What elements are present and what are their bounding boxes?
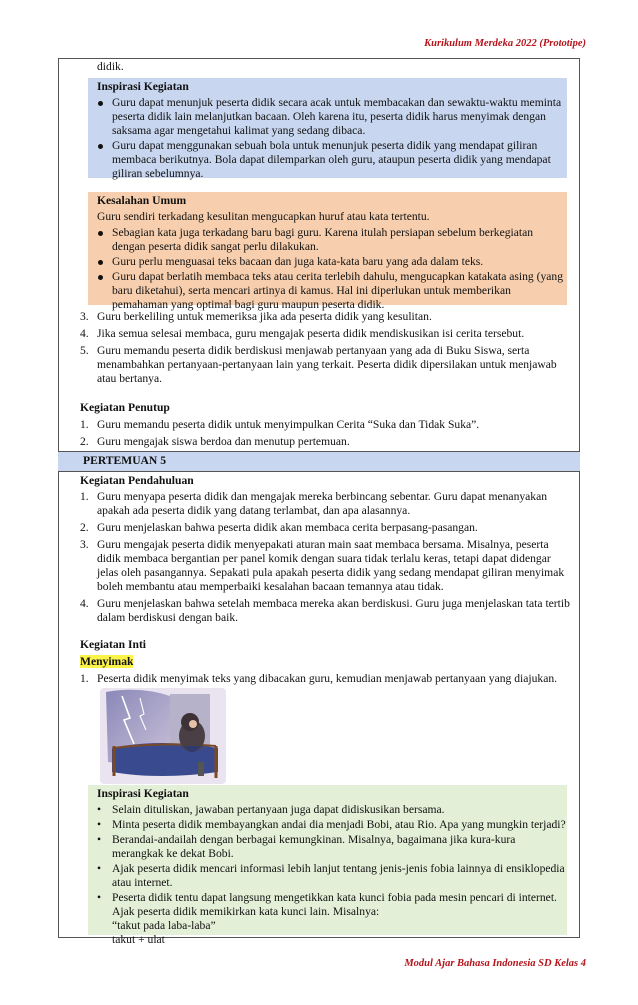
step-text: boleh membantu atau memperbaiki kesalahan bacaan temannya atau tidak. bbox=[97, 580, 444, 593]
step-text: menambahkan pertanyaan-pertanyaan lain yang terkait. Peserta didik dipersilakan untuk menjawab bbox=[97, 358, 557, 371]
bullet-icon: • bbox=[97, 862, 102, 875]
step-number: 4. bbox=[80, 327, 89, 340]
list-item-line: pemahaman yang optimal bagi guru maupun peserta didik. bbox=[112, 298, 385, 311]
list-item-line: Selain dituliskan, jawaban pertanyaan juga dapat didiskusikan bersama. bbox=[112, 803, 445, 816]
list-item-line: “takut pada laba-laba” bbox=[112, 919, 216, 932]
step-text: Guru mengajak peserta didik menyepakati aturan main saat membaca bersama. Misalnya, peserta bbox=[97, 538, 549, 551]
list-item-line: membaca berikutnya. Bola dapat dilemparkan oleh guru, ataupun peserta didik yang mendapat bbox=[112, 153, 551, 166]
list-item-line: giliran sebelumnya. bbox=[112, 167, 204, 180]
child-in-bed-storm-illustration bbox=[100, 688, 226, 784]
step-number: 1. bbox=[80, 418, 89, 431]
list-item-line: saksama agar mengetahui kalimat yang sedang dibaca. bbox=[112, 124, 366, 137]
step-number: 4. bbox=[80, 597, 89, 610]
pertemuan-title: PERTEMUAN 5 bbox=[83, 454, 167, 467]
bullet-icon bbox=[98, 101, 103, 106]
bullet-icon: • bbox=[97, 803, 102, 816]
list-item-line: Guru dapat berlatih membaca teks atau cerita terlebih dahulu, mengucapkan katakata asing (yang bbox=[112, 270, 564, 283]
bullet-icon: • bbox=[97, 891, 102, 904]
list-item-line: Berandai-andailah dengan berbagai kemungkinan. Misalnya, bagaimana jika kura-kura bbox=[112, 833, 516, 846]
step-text: Guru menyapa peserta didik dan mengajak mereka berbincang sebentar. Guru dapat menanyakan bbox=[97, 490, 548, 503]
step-text: didik membaca bergantian per panel komik dengan suara tidak terlalu keras, tetapi dapat didengar bbox=[97, 552, 551, 565]
step-text: apakah ada peserta didik yang datang terlambat, dan apa alasannya. bbox=[97, 504, 411, 517]
running-header: Kurikulum Merdeka 2022 (Prototipe) bbox=[424, 38, 586, 49]
step-number: 3. bbox=[80, 310, 89, 323]
list-item-line: Peserta didik tentu dapat langsung mengetikkan kata kunci fobia pada mesin pencari di internet. bbox=[112, 891, 557, 904]
menyimak-highlight: Menyimak bbox=[80, 655, 134, 668]
kesalahan-intro: Guru sendiri terkadang kesulitan mengucapkan huruf atau kata tertentu. bbox=[97, 210, 430, 223]
list-item-line: Guru dapat menunjuk peserta didik secara acak untuk membacakan dan sewaktu-waktu meminta bbox=[112, 96, 562, 109]
step-number: 2. bbox=[80, 521, 89, 534]
step-number: 5. bbox=[80, 344, 89, 357]
inti-step-num: 1. bbox=[80, 672, 89, 685]
step-text: Guru memandu peserta didik berdiskusi menjawab pertanyaan yang ada di Buku Siswa, serta bbox=[97, 344, 530, 357]
bullet-icon bbox=[98, 260, 103, 265]
pertemuan-header bbox=[58, 451, 580, 472]
kesalahan-title: Kesalahan Umum bbox=[97, 194, 187, 207]
menyimak-label bbox=[80, 655, 133, 669]
list-item-line: peserta didik lain melanjutkan bacaan. Oleh karena itu, peserta didik harus menyimak dengan bbox=[112, 110, 546, 123]
step-text: jelas oleh pasangannya. Sepakati pula apakah peserta didik yang sedang mendapat giliran menyimak bbox=[97, 566, 565, 579]
list-item-line: Guru perlu menguasai teks bacaan dan juga kata-kata baru yang ada dalam teks. bbox=[112, 255, 484, 268]
list-item-line: dengan peserta didik sangat perlu dilakukan. bbox=[112, 240, 319, 253]
step-number: 2. bbox=[80, 435, 89, 448]
bullet-icon: • bbox=[97, 833, 102, 846]
step-text: Guru menjelaskan bahwa peserta didik akan membaca cerita berpasang-pasangan. bbox=[97, 521, 478, 534]
list-item-line: baru diketahui), serta mencari artinya di kamus. Hal ini diperlukan untuk memberikan bbox=[112, 284, 511, 297]
step-text: Guru mengajak siswa berdoa dan menutup pertemuan. bbox=[97, 435, 350, 448]
list-item-line: Sebagian kata juga terkadang baru bagi guru. Karena itulah persiapan sebelum berkegiatan bbox=[112, 226, 534, 239]
bullet-icon bbox=[98, 144, 103, 149]
step-number: 1. bbox=[80, 490, 89, 503]
inti-step-text: Peserta didik menyimak teks yang dibacakan guru, kemudian menjawab pertanyaan yang diajukan. bbox=[97, 672, 558, 685]
step-text: dalam berdiskusi dengan baik. bbox=[97, 611, 239, 624]
inspirasi-title-1: Inspirasi Kegiatan bbox=[97, 80, 189, 93]
step-number: 3. bbox=[80, 538, 89, 551]
pendahuluan-title: Kegiatan Pendahuluan bbox=[80, 474, 194, 487]
list-item-line: takut + ulat bbox=[112, 933, 165, 946]
list-item-line: Ajak peserta didik mencari informasi lebih lanjut tentang jenis-jenis fobia lainnya di ensiklopedia bbox=[112, 862, 565, 875]
list-item-line: merangkak ke dekat Bobi. bbox=[112, 847, 234, 860]
list-item-line: Ajak peserta didik memikirkan kata kunci lain. Misalnya: bbox=[112, 905, 380, 918]
bullet-icon bbox=[98, 275, 103, 280]
step-text: Guru memandu peserta didik untuk menyimpulkan Cerita “Suka dan Tidak Suka”. bbox=[97, 418, 480, 431]
step-text: Jika semua selesai membaca, guru mengajak peserta didik mendiskusikan isi cerita tersebut. bbox=[97, 327, 525, 340]
carry-line: didik. bbox=[97, 60, 124, 73]
penutup-title: Kegiatan Penutup bbox=[80, 401, 170, 414]
running-footer: Modul Ajar Bahasa Indonesia SD Kelas 4 bbox=[404, 958, 586, 969]
step-text: Guru berkeliling untuk memeriksa jika ada peserta didik yang kesulitan. bbox=[97, 310, 432, 323]
inti-title: Kegiatan Inti bbox=[80, 638, 147, 651]
step-text: atau bertanya. bbox=[97, 372, 163, 385]
list-item-line: atau internet. bbox=[112, 876, 173, 889]
bullet-icon: • bbox=[97, 818, 102, 831]
inspirasi-title-2: Inspirasi Kegiatan bbox=[97, 787, 189, 800]
list-item-line: Minta peserta didik membayangkan andai dia menjadi Bobi, atau Rio. Apa yang mungkin terjadi? bbox=[112, 818, 566, 831]
list-item-line: Guru dapat menggunakan sebuah bola untuk menunjuk peserta didik yang mendapat giliran bbox=[112, 139, 538, 152]
bullet-icon bbox=[98, 231, 103, 236]
step-text: Guru menjelaskan bahwa setelah membaca mereka akan berdiskusi. Guru juga menjelaskan tata tertib bbox=[97, 597, 570, 610]
